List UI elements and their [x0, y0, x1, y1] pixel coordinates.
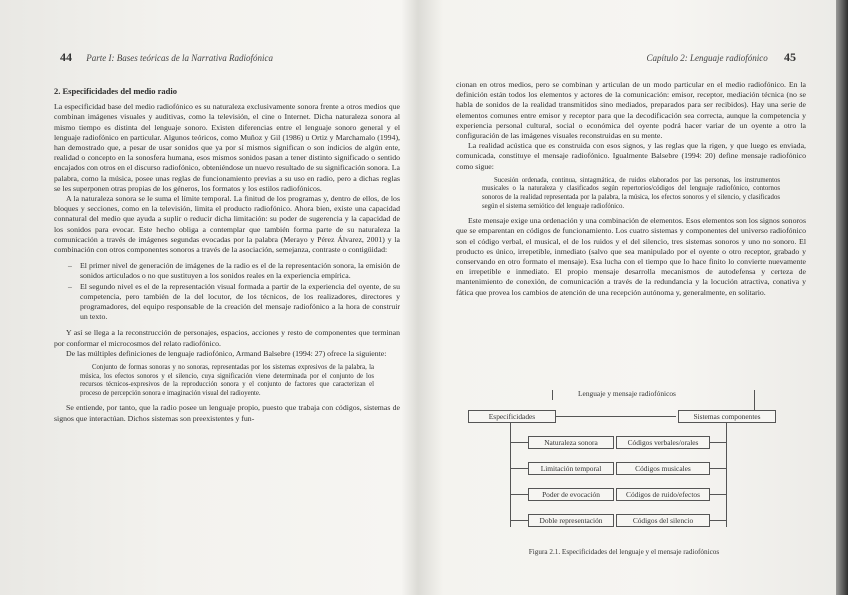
- connector: [552, 390, 553, 400]
- connector: [556, 416, 676, 417]
- diagram-right-item: Códigos de ruido/efectos: [616, 488, 710, 501]
- diagram-right-item: Códigos del silencio: [616, 514, 710, 527]
- diagram-right-item: Códigos musicales: [616, 462, 710, 475]
- right-running-head: [647, 50, 797, 65]
- figure-caption: Figura 2.1. Especificidades del lenguaje y el mensaje radiofónicos: [528, 548, 720, 556]
- diagram-left-item: Limitación temporal: [528, 462, 614, 475]
- connector: [710, 494, 726, 495]
- connector: [710, 468, 726, 469]
- right-page: [424, 0, 836, 595]
- paragraph: cionan en otros medios, pero se combinan y articulan de un modo particular en el medio radiofónico. En la definición están todos los elementos y actores de la comunicación: emisor, receptor, mediación técnica (no se habla de sonidos de la realidad transmitidos sino mediados, preparados para ser recibidos). Hay una serie de elementos comunes entre emisor y receptor para que la decodificación sea correcta, aunque la competencia y experiencia personal cultural, social o económica del oyente podrá hacer variar de un oyente a otro la configuración de las imágenes visuales reconstruidas en su mente.: [456, 80, 806, 141]
- diagram-right-item: Códigos verbales/orales: [616, 436, 710, 449]
- connector: [510, 494, 528, 495]
- right-text-column: [456, 80, 806, 298]
- right-page-number: 45: [784, 50, 796, 64]
- diagram-left-item: Poder de evocación: [528, 488, 614, 501]
- left-running-head-title: Parte I: Bases teóricas de la Narrativa Radiofónica: [86, 53, 273, 63]
- left-running-head: [60, 50, 273, 65]
- connector: [710, 442, 726, 443]
- diagram-right-header: Sistemas componentes: [678, 410, 776, 423]
- connector: [754, 390, 755, 410]
- list-item: – El primer nivel de generación de imágenes de la radio es el de la representación sonora, la emisión de sonidos articulados o no que sustituyen a los sonidos reales en la experiencia empírica.: [68, 261, 400, 281]
- block-quote: Sucesión ordenada, continua, sintagmática, de ruidos elaborados por las personas, los instrumentos musicales o la naturaleza y clasificados según repertorios/códigos del lenguaje radiofónico, contornos sonoros de la realidad representada por la palabra, la música, los efectos sonoros y el silencio, y clasificados según el sistema semiótico del lenguaje radiofónico.: [482, 176, 780, 210]
- paragraph: A la naturaleza sonora se le suma el límite temporal. La finitud de los programas y, dentro de ellos, de los bloques y secciones, como en la televisión, limita el producto radiofónico. Ahora bien, existe una capacidad connatural del medio que ayuda a suplir o reducir dicha limitación: su poder de sugerencia y la capacidad de los sonidos para evocar. Este hecho obliga a contemplar que también forma parte de su naturaleza la comunicación a través de imágenes segundas evocadas por la palabra (Merayo y Pérez Álvarez, 2001) y la combinación con otros componentes sonoros a través de la asociación, semejanza, contraste o contigüidad:: [54, 194, 400, 255]
- figure-diagram: [424, 388, 836, 568]
- diagram-top-label: Lenguaje y mensaje radiofónicos: [578, 389, 676, 398]
- connector: [510, 520, 528, 521]
- paragraph: La realidad acústica que es construida con esos signos, y las reglas que la rigen, y que luego es enviada, comunicada, constituye el mensaje radiofónico. Igualmente Balsebre (1994: 20) define mensaje radiofónico como sigue:: [456, 141, 806, 171]
- page-edge-shadow: [836, 0, 848, 595]
- connector: [510, 423, 511, 527]
- paragraph: Este mensaje exige una ordenación y una combinación de elementos. Esos elementos son los signos sonoros que se emparentan en códigos de funcionamiento. Los cuatro sistemas y componentes del universo radiofónico son el código verbal, el musical, el de los ruidos y el del silencio, tres sistemas sonoros y uno no sonoro. El producto es único, irrepetible, inmediato (salvo que sea manipulado por el oyente o otro receptor, grabado y conservando en otro formato el mensaje). Esa lucha con el tiempo que lo hace finito lo convierte nuevamente en irrepetible e inmediato. El propio mensaje desarrolla mecanismos de autodefensa y certeza de mantenimiento de conexión, de comunicación a través de la redundancia y la locución atractiva, conativa y fática que provea los cambios de atención de una recepción autónoma y, generalmente, en solitario.: [456, 216, 806, 297]
- paragraph: Y así se llega a la reconstrucción de personajes, espacios, acciones y resto de componentes que terminan por conformar el microcosmos del relato radiofónico.: [54, 328, 400, 348]
- connector: [510, 468, 528, 469]
- left-text-column: [54, 86, 400, 424]
- paragraph: Se entiende, por tanto, que la radio posee un lenguaje propio, puesto que trabaja con códigos, sistemas de signos que interactúan. Dichos sistemas son preexistentes y fun-: [54, 403, 400, 423]
- connector: [710, 520, 726, 521]
- diagram-left-item: Doble representación: [528, 514, 614, 527]
- diagram-left-header: Especificidades: [468, 410, 556, 423]
- right-running-head-title: Capítulo 2: Lenguaje radiofónico: [646, 53, 768, 63]
- left-page-number: 44: [60, 50, 72, 64]
- block-quote: Conjunto de formas sonoras y no sonoras, representadas por los sistemas expresivos de la palabra, la música, los efectos sonoros y el silencio, cuya significación viene determinada por el conjunto de los recursos técnicos-expresivos de la reproducción sonora y el conjunto de factores que caracterizan el proceso de percepción sonora e imaginación visual del radioyente.: [80, 364, 374, 397]
- paragraph: La especificidad base del medio radiofónico es su naturaleza exclusivamente sonora frente a otros medios que combinan imágenes visuales y auditivas, como la televisión, el cine o Internet. Dicha naturaleza sonora al mismo tiempo es distinta del lenguaje sonoro. Existen diferencias entre el lenguaje sonoro general y el lenguaje radiofónico en particular. Algunos teóricos, como Muñoz y Gil (1986) u Ortiz y Marchamalo (1994), han demostrado que, a pesar de usar sonidos que ya por sí mismos significan o son indicios de algún ente, realidad o concepto en la sonosfera humana, esos mismos sonidos pasan a tener distinto significado o sentido encajados con otros en el discurso radiofónico, obteniéndose un nuevo resultado de su significación sonora. La palabra, como la música, posee unas reglas de funcionamiento previas a su uso en radio, pero a dichas reglas se les superponen otras propias de los géneros, los formatos y los estilos radiofónicos.: [54, 102, 400, 193]
- list-item: – El segundo nivel es el de la representación visual formada a partir de la experiencia del oyente, de su competencia, pero también de la del locutor, de los técnicos, de los realizadores, directores y programadores, del equipo responsable de la creación del mensaje radiofónico a la hora de construir un texto.: [68, 282, 400, 323]
- diagram-left-item: Naturaleza sonora: [528, 436, 614, 449]
- connector: [510, 442, 528, 443]
- left-page: [0, 0, 418, 595]
- dash-list: [54, 261, 400, 322]
- connector: [726, 423, 727, 527]
- section-title: 2. Especificidades del medio radio: [54, 86, 178, 96]
- paragraph: De las múltiples definiciones de lenguaje radiofónico, Armand Balsebre (1994: 27) ofrece la siguiente:: [66, 348, 387, 358]
